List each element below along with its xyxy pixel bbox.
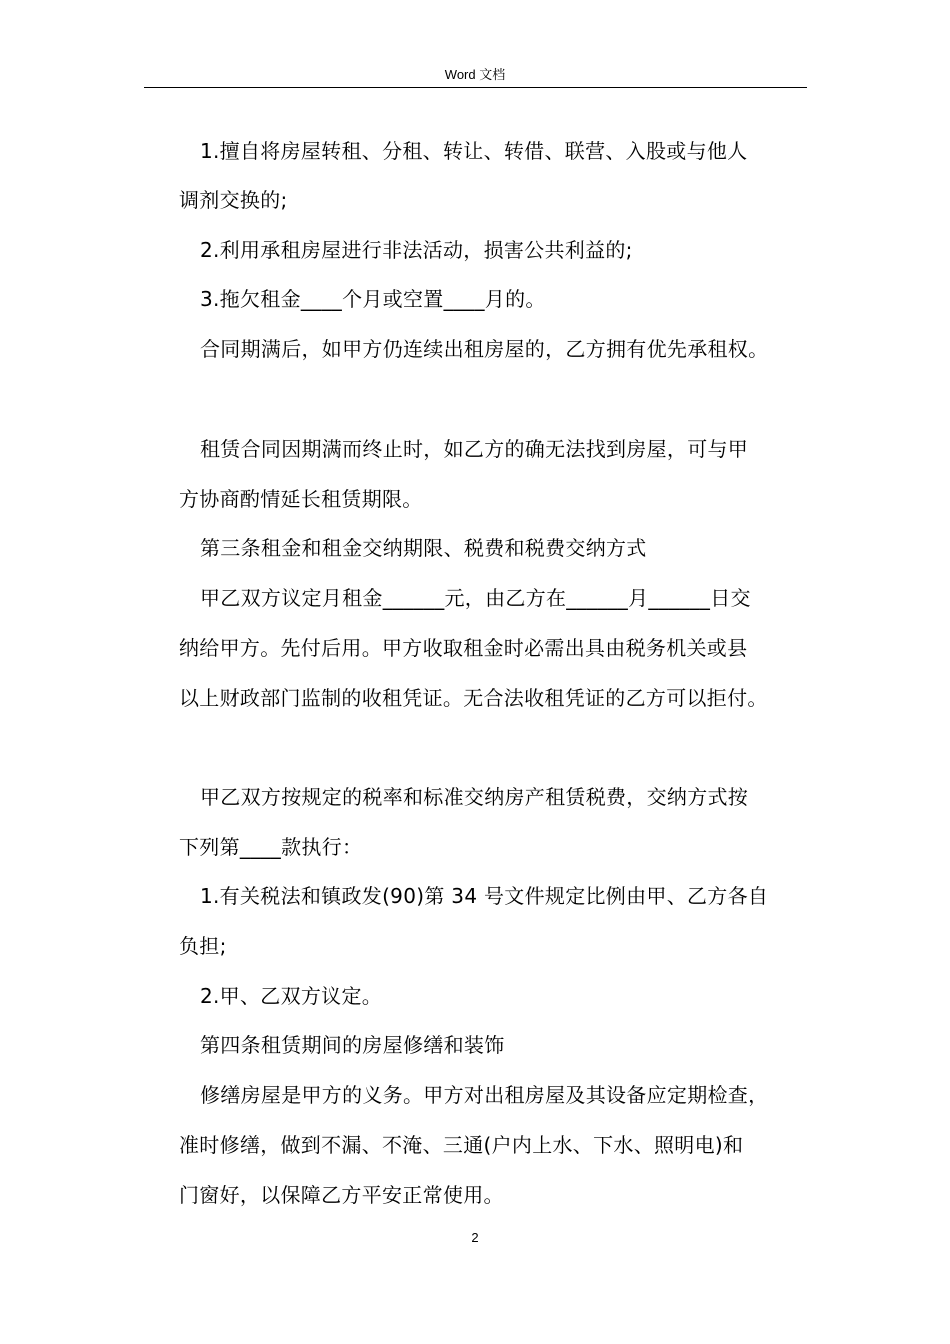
section-heading: 第三条租金和租金交纳期限、税费和税费交纳方式 [200,536,647,560]
paragraph-line: 租赁合同因期满而终止时，如乙方的确无法找到房屋，可与甲 [200,437,749,461]
paragraph-line: 方协商酌情延长租赁期限。 [179,487,423,511]
paragraph-line: 纳给甲方。先付后用。甲方收取租金时必需出具由税务机关或县 [179,636,748,660]
paragraph-line: 2.甲、乙双方议定。 [200,984,383,1008]
paragraph-line: 3.拖欠租金____个月或空置____月的。 [200,287,546,311]
paragraph-line: 合同期满后，如甲方仍连续出租房屋的，乙方拥有优先承租权。 [200,337,769,361]
paragraph-line: 2.利用承租房屋进行非法活动，损害公共利益的; [200,238,633,262]
paragraph-line: 负担; [179,934,227,958]
page-number: 2 [471,1230,479,1245]
paragraph-line: 1.有关税法和镇政发(90)第 34 号文件规定比例由甲、乙方各自 [200,884,769,908]
section-heading: 第四条租赁期间的房屋修缮和装饰 [200,1033,505,1057]
paragraph-line: 调剂交换的; [179,188,288,212]
paragraph-line: 准时修缮，做到不漏、不淹、三通(户内上水、下水、照明电)和 [179,1133,744,1157]
paragraph-line: 门窗好，以保障乙方平安正常使用。 [179,1183,504,1207]
paragraph-line: 甲乙双方按规定的税率和标准交纳房产租赁税费，交纳方式按 [200,785,749,809]
paragraph-line: 修缮房屋是甲方的义务。甲方对出租房屋及其设备应定期检查， [200,1083,769,1107]
paragraph-line: 下列第____款执行： [179,835,363,859]
paragraph-line: 甲乙双方议定月租金______元，由乙方在______月______日交 [200,586,751,610]
paragraph-line: 1.擅自将房屋转租、分租、转让、转借、联营、入股或与他人 [200,139,748,163]
page-header-title: Word 文档 [444,67,506,82]
paragraph-line: 以上财政部门监制的收租凭证。无合法收租凭证的乙方可以拒付。 [179,686,768,710]
